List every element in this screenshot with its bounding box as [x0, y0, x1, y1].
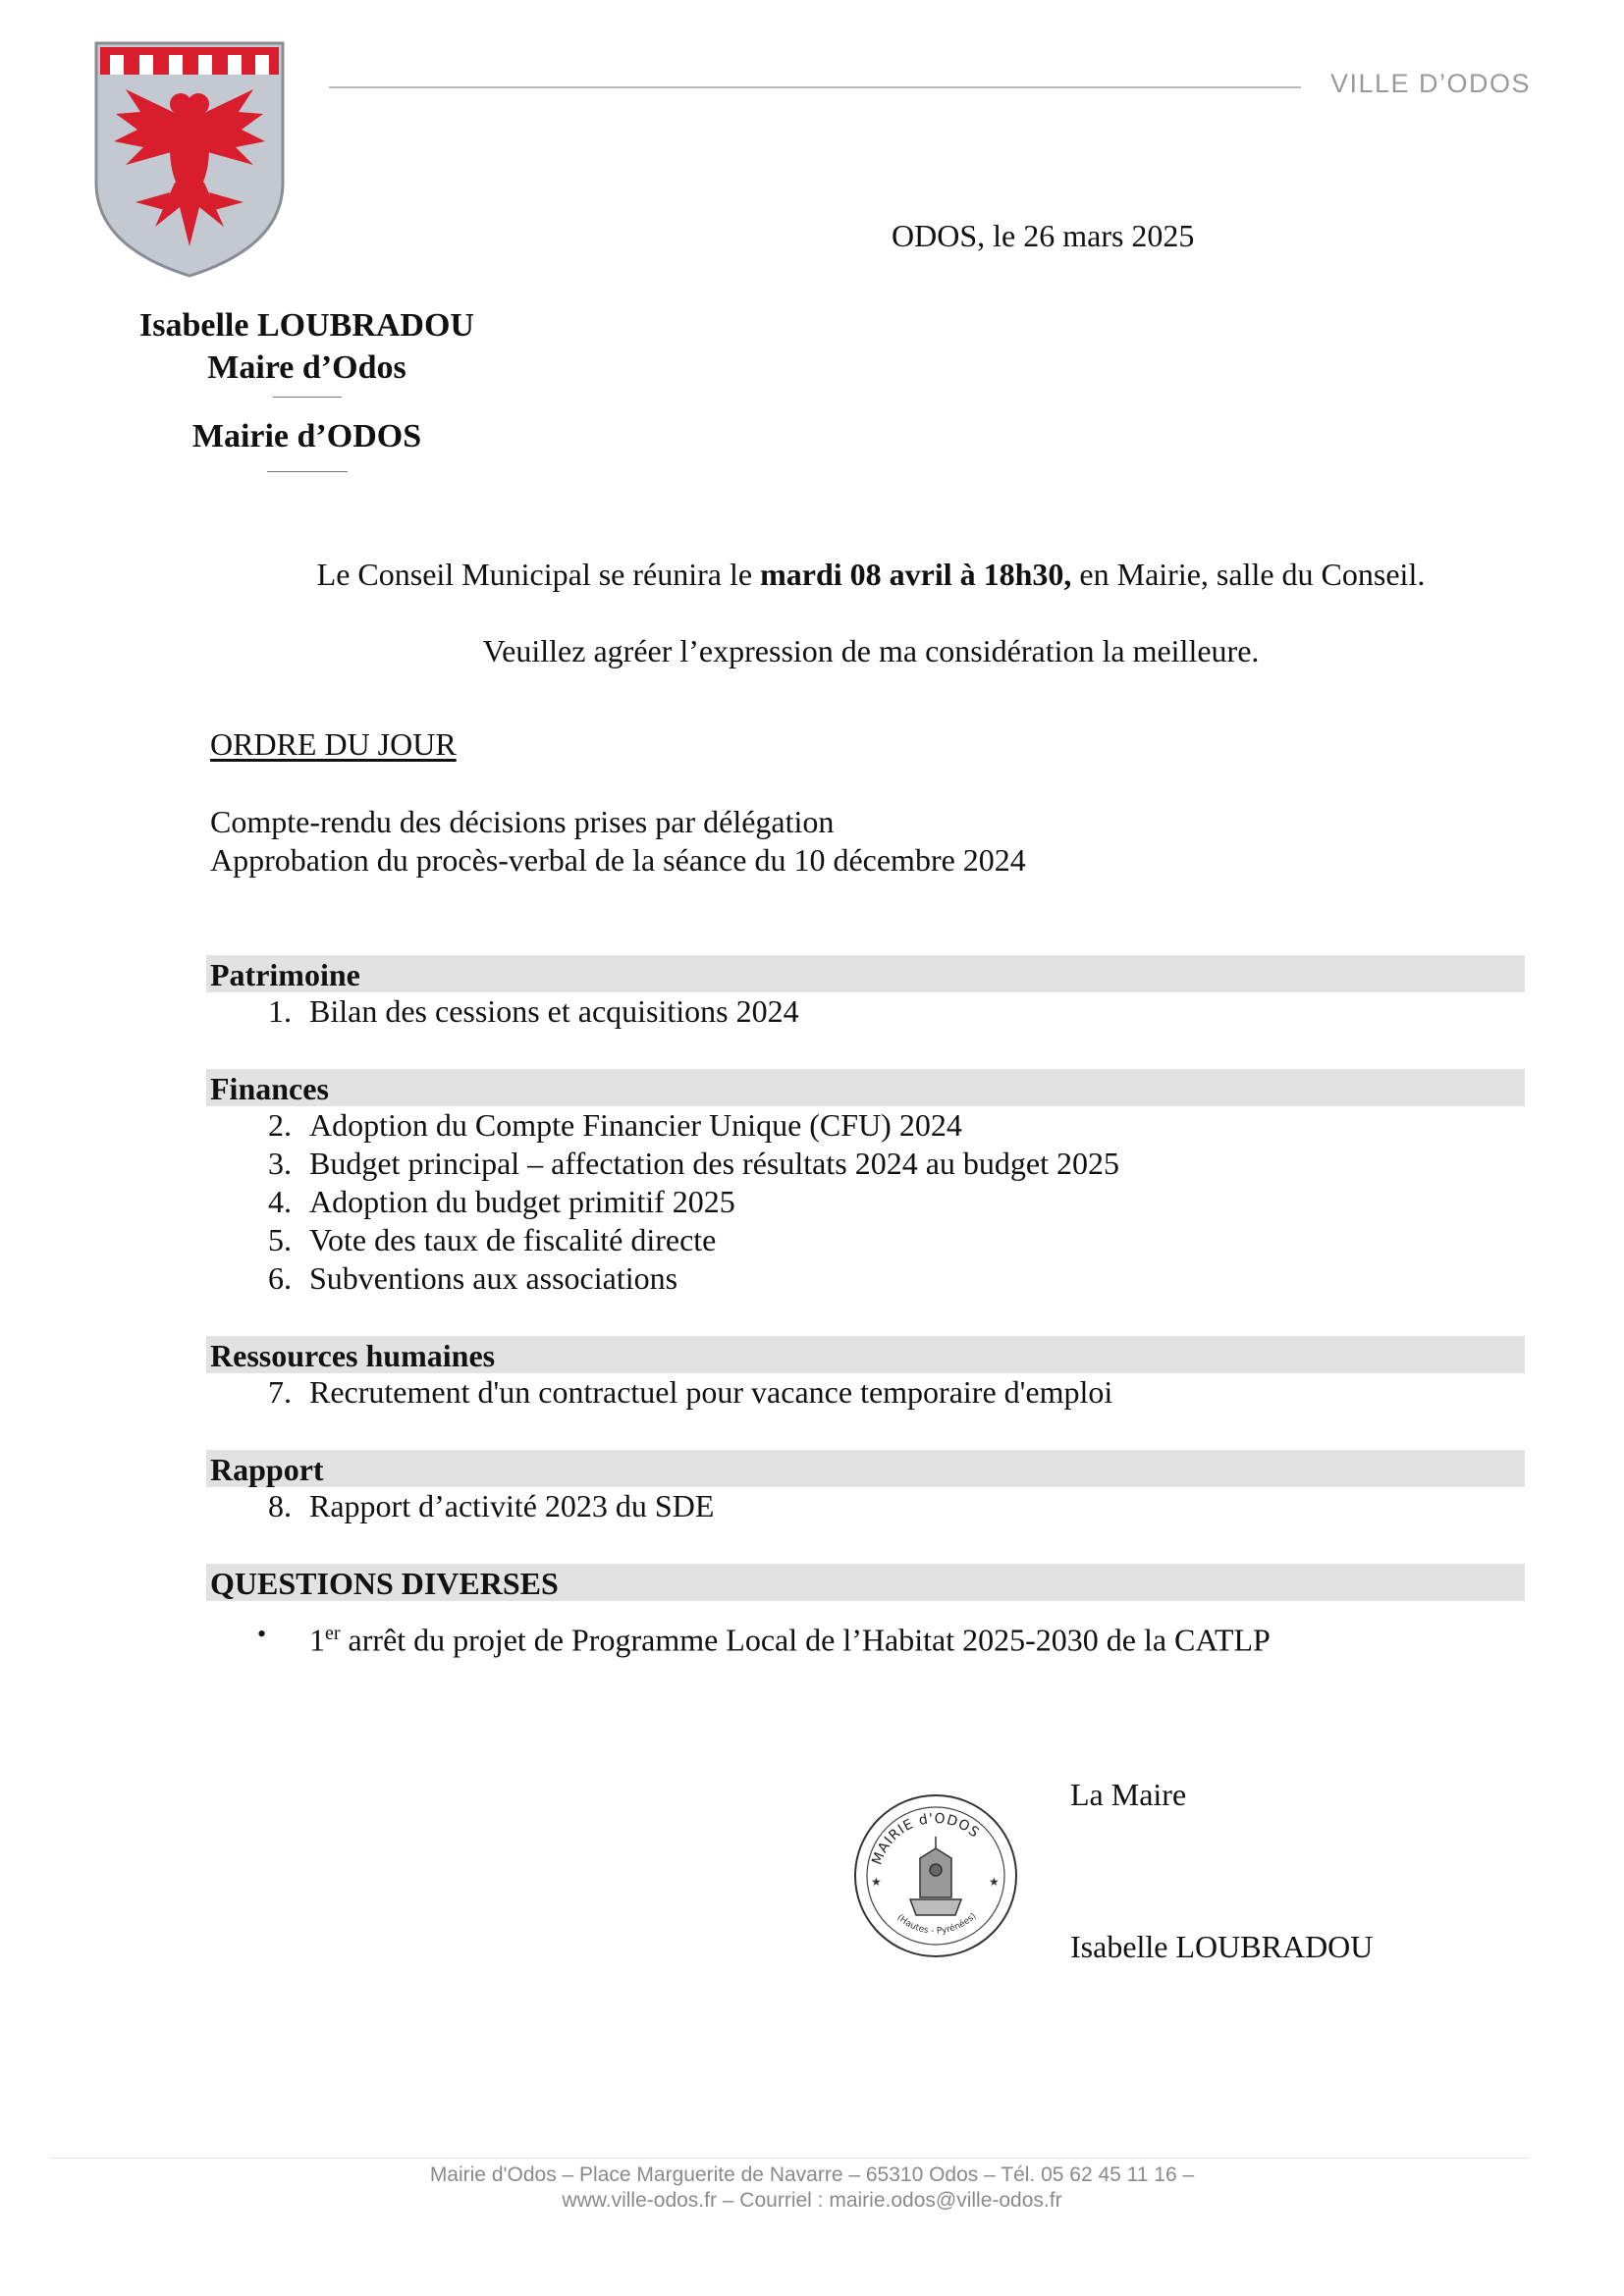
official-stamp-image: [849, 1789, 1021, 1961]
closing-title: La Maire: [1070, 1777, 1187, 1812]
coat-of-arms-logo: [86, 35, 293, 281]
convocation-text: en Mairie, salle du Conseil.: [1071, 557, 1426, 592]
agenda-section-patrimoine: [206, 955, 1525, 1031]
section-heading: Rapport: [206, 1450, 1525, 1487]
agenda-intro: [210, 803, 1026, 880]
svg-text:(Hautes - Pyrénées): (Hautes - Pyrénées): [894, 1911, 979, 1937]
item-number: 3.: [268, 1146, 292, 1181]
item-number: 2.: [268, 1107, 292, 1143]
footer: [0, 2163, 1624, 2214]
sender-institution: Mairie d’ODOS: [191, 418, 422, 454]
sender-block: [98, 304, 515, 472]
footer-contact: www.ville-odos.fr – Courriel : mairie.odos@ville-odos.fr: [562, 2189, 1062, 2212]
item-text-superscript: er: [325, 1623, 341, 1644]
item-text: Budget principal – affectation des résultats 2024 au budget 2025: [309, 1146, 1119, 1181]
date-line: ODOS, le 26 mars 2025: [892, 218, 1195, 253]
item-text-prefix: 1: [309, 1622, 325, 1658]
item-text: Adoption du Compte Financier Unique (CFU) 2024: [309, 1107, 962, 1143]
item-number: 1.: [268, 993, 292, 1029]
agenda-title: ORDRE DU JOUR: [210, 726, 457, 762]
signature-name: Isabelle LOUBRADOU: [1070, 1929, 1374, 1964]
footer-divider: [51, 2158, 1528, 2159]
town-label: VILLE D’ODOS: [1330, 69, 1532, 98]
convocation-paragraph: [0, 557, 1624, 593]
header-divider: [329, 86, 1301, 88]
agenda-section-rapport: [206, 1450, 1525, 1525]
agenda-item: [206, 1373, 1525, 1412]
svg-text:★: ★: [871, 1875, 882, 1889]
item-text: Adoption du budget primitif 2025: [309, 1184, 735, 1219]
agenda-section-questions-diverses: [206, 1564, 1525, 1658]
agenda-intro-line: Compte-rendu des décisions prises par délégation: [210, 804, 835, 839]
sender-divider: [267, 471, 348, 472]
item-text: Rapport d’activité 2023 du SDE: [309, 1488, 715, 1523]
agenda-item: [206, 992, 1525, 1031]
svg-text:★: ★: [989, 1875, 1000, 1889]
item-text: Subventions aux associations: [309, 1260, 678, 1296]
footer-address: Mairie d'Odos – Place Marguerite de Navarre – 65310 Odos – Tél. 05 62 45 11 16 –: [429, 2163, 1195, 2186]
item-number: 4.: [268, 1184, 292, 1219]
item-text: [309, 1615, 1271, 1660]
agenda-item: [206, 1106, 1525, 1145]
agenda-item: [206, 1221, 1525, 1259]
section-heading: Finances: [206, 1069, 1525, 1106]
sender-role: Maire d’Odos: [207, 349, 406, 386]
sender-divider: [273, 397, 342, 398]
section-heading: Ressources humaines: [206, 1336, 1525, 1373]
agenda-item: [206, 1145, 1525, 1183]
agenda-item: [206, 1183, 1525, 1221]
agenda-item: [206, 1487, 1525, 1525]
item-number: 5.: [268, 1222, 292, 1257]
item-number: 7.: [268, 1374, 292, 1410]
agenda-intro-line: Approbation du procès-verbal de la séance du 10 décembre 2024: [210, 842, 1026, 878]
item-text: Vote des taux de fiscalité directe: [309, 1222, 717, 1257]
item-text: Recrutement d'un contractuel pour vacance temporaire d'emploi: [309, 1374, 1113, 1410]
agenda-item: [206, 1259, 1525, 1298]
item-text-rest: arrêt du projet de Programme Local de l’Habitat 2025-2030 de la CATLP: [340, 1622, 1271, 1658]
agenda-section-ressources-humaines: [206, 1336, 1525, 1412]
bullet-icon: •: [257, 1620, 267, 1648]
item-number: 8.: [268, 1488, 292, 1523]
section-heading: QUESTIONS DIVERSES: [206, 1564, 1525, 1601]
salutation: Veuillez agréer l’expression de ma considération la meilleure.: [482, 633, 1260, 668]
svg-text:MAIRIE d'ODOS: MAIRIE d'ODOS: [869, 1810, 983, 1867]
sender-name: Isabelle LOUBRADOU: [139, 307, 474, 344]
meeting-date: mardi 08 avril à 18h30,: [760, 557, 1072, 592]
agenda-item: [206, 1615, 1525, 1658]
section-heading: Patrimoine: [206, 955, 1525, 992]
item-text: Bilan des cessions et acquisitions 2024: [309, 993, 799, 1029]
agenda-section-finances: [206, 1069, 1525, 1298]
item-number: 6.: [268, 1260, 292, 1296]
convocation-text: Le Conseil Municipal se réunira le: [316, 557, 761, 592]
